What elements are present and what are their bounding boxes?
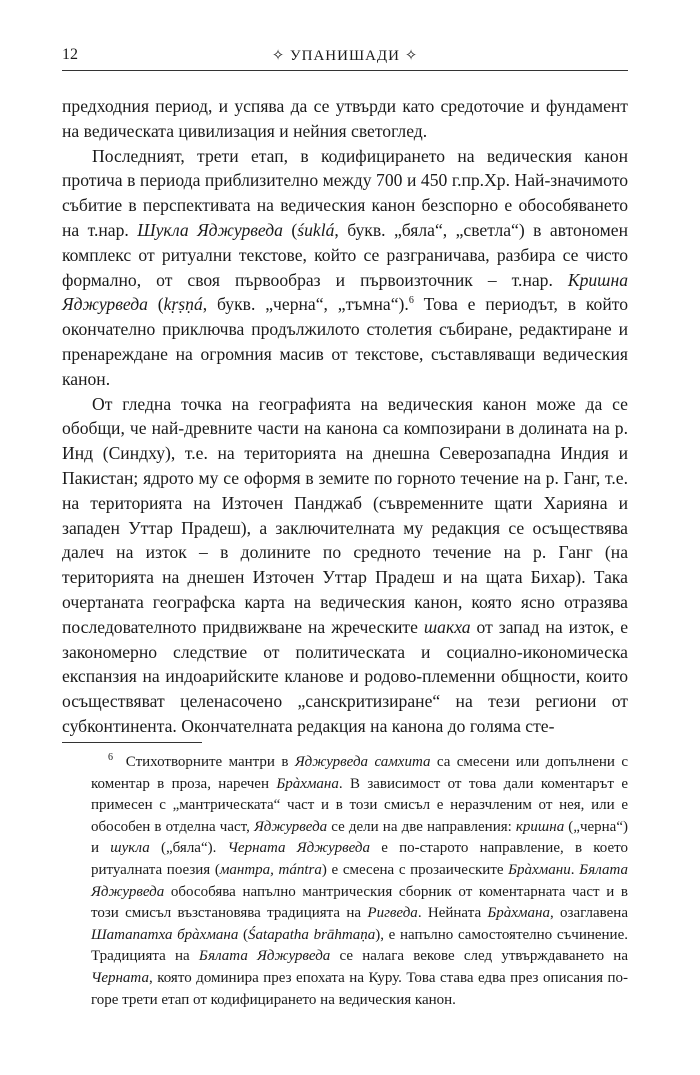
footnote-italic-term: Śatapatha brāhmaṇa <box>248 926 376 943</box>
text-run: ( <box>282 219 298 240</box>
footnote-divider <box>62 742 202 743</box>
footnote-text-run: ), е напълно самостоятелно съчинение. Традицията на <box>91 926 628 965</box>
footnote-italic-term: кришна <box>515 818 565 835</box>
footnote-text-run: ) е смесена с прозаическите <box>321 861 509 878</box>
footnote-text-run: обособява напълно мантрическия сборник от коментарната част и в този смисъл възстановява традицията на <box>91 883 628 922</box>
text-run: , букв. „черна“, „тъмна“). <box>202 294 409 315</box>
italic-term: Шукла Яджурведа <box>137 219 283 240</box>
footnote-text <box>91 752 628 1011</box>
italic-term: Кришна Яджурведа <box>62 269 628 315</box>
footnote-italic-term: Яджурведа самхита <box>294 754 431 770</box>
footnote-text-run: се дели на две направления: <box>327 818 516 835</box>
footnote-italic-term: Бялата Яджурведа <box>198 948 331 965</box>
footnote-6 <box>91 752 628 1011</box>
footnote-marker: 6 <box>108 752 113 763</box>
footnote-italic-term: Яджурведа <box>253 818 328 835</box>
page-number: 12 <box>62 46 78 63</box>
footnote-text-run: са смесени или допълнени с коментар в проза, наречен <box>91 754 628 792</box>
footnote-text-run: , която доминира през епохата на Куру. Това става едва през описания по-горе трети етап от кодифицирането на ведическия канон. <box>91 969 628 1008</box>
footnote-text-run: . <box>570 861 580 878</box>
page-header <box>62 44 628 72</box>
footnote-text-run: Стихотворните мантри в <box>125 754 295 770</box>
footnote-italic-term: Черната <box>91 969 149 986</box>
header-divider <box>62 70 628 71</box>
text-run: Последният, трети етап, в кодифицирането на ведическия канон протича в периода приблизително между 700 и 450 г.пр.Хр. Най-значимото събитие в перспективата на ведическия канон безспорно е обособяването на т.нар. <box>62 145 628 240</box>
footnote-italic-term: Брàхмани <box>508 861 571 878</box>
main-text <box>62 94 628 739</box>
paragraph-1: предходния период, и успява да се утвърди като средоточие и фундамент на ведическата цивилизация и нейния светоглед. <box>62 96 628 141</box>
footnote-text-run: („черна“) и <box>91 818 628 857</box>
text-run: ( <box>147 294 164 315</box>
text-run: от запад на изток, е закономерно следствие от политическата и социално-икономическа експанзия на индоарийските кланове и родово-племенни общности, които осъществяват целенасочено „санскритизиране“ на тези региони от субконтинента. Окончателната редакция на канона до голяма сте- <box>62 616 629 736</box>
paragraph-2 <box>62 144 628 392</box>
italic-term: kṛṣṇá <box>163 294 203 315</box>
text-run: Това е периодът, в който окончателно приключва продължилото столетия събиране, редактиране и пренареждане на огромния масив от текстове, съставляващи ведическия канон. <box>62 294 629 389</box>
footnote-text-run: , озаглавена <box>549 905 628 922</box>
footnote-text-run: е по-старото направление, в което ритуалната поезия ( <box>91 840 628 878</box>
footnote-italic-term: Черната Яджурведа <box>227 840 371 857</box>
footnote-italic-term: Брàхмана <box>487 905 550 922</box>
footnote-italic-term: шукла <box>110 840 150 857</box>
footnote-italic-term: Брàхмана <box>276 775 339 792</box>
footnote-text-run: . Нейната <box>417 905 488 922</box>
footnote-italic-term: Шатапатха брàхмана <box>91 926 239 943</box>
text-run: , букв. „бяла“, „светла“) в автономен комплекс от ритуални текстове, който се разграничава, разбира се чисто формално, от своя първообраз и първоизточник – т.нар. <box>62 219 629 290</box>
text-run: От гледна точка на географията на ведическия канон може да се обобщи, че най-древните части на канона са композирани в долината на р. Инд (Синдху), т.е. на територията на днешна Северозападна Индия и Пакистан; ядрото му се оформя в земите по горното течение на р. Ганг, т.е. на територията на Източен Панджаб (съвременните щати Харияна и западен Уттар Прадеш), а заключителната му редакция се осъществява далеч на изток – в долините по средното течение на р. Ганг (на територията на днешен Източен Уттар Прадеш и на щата Бихар). Така очертаната географска карта на ведическия канон, която ясно отразява последователното придвижване на жреческите <box>62 393 628 637</box>
footnote-italic-term: мантра, mántra <box>219 861 322 878</box>
running-title: ✧ УПАНИШАДИ ✧ <box>271 48 419 64</box>
footnote-reference[interactable]: 6 <box>408 295 414 307</box>
footnote-text-run: ( <box>238 926 249 943</box>
italic-term: шакха <box>423 616 471 637</box>
italic-term: śuklá <box>297 219 335 240</box>
footnote-text-run: се налага векове след утвърждаването на <box>330 948 628 965</box>
footnote-italic-term: Ригведа <box>367 905 418 922</box>
footnote-italic-term: Бялата Яджурведа <box>91 861 628 900</box>
footnote-text-run: („бяла“). <box>149 840 228 857</box>
paragraph-3 <box>62 392 628 739</box>
footnote-text-run: . В зависимост от това дали коментарът е примесен с „мантрическата“ част и в този смисъл е неразчленим от нея, или е обособен в отделна част, <box>91 775 628 835</box>
